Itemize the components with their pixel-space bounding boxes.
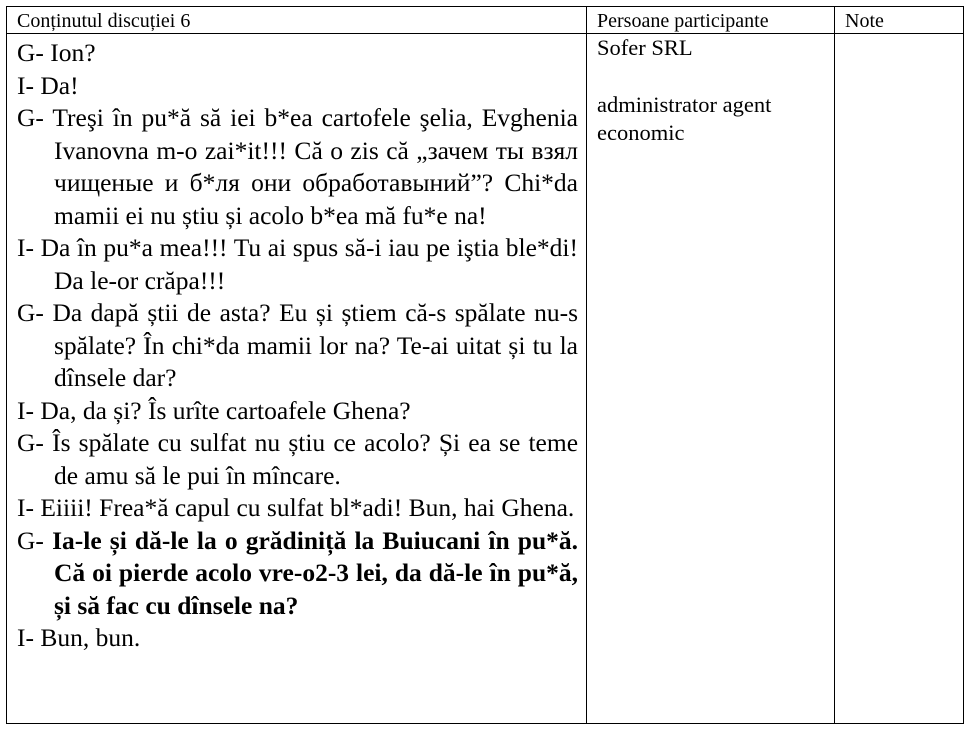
dialogue-text: Bun, bun. [40,623,141,652]
dialogue-line [17,395,578,428]
notes-cell [835,34,964,724]
dialogue-text: Da! [40,70,79,100]
speaker-label: G- [17,525,44,555]
header-participants: Persoane participante [587,7,835,34]
dialogue-text: Ia-le și dă-le la o grădiniță la Buiucani în pu*ă. Că oi pierde acolo vre-o2-3 lei, da dă-le în pu*ă, și să fac cu dînsele na? [52,525,578,620]
dialogue-line [17,622,578,655]
dialogue-text: Treşi în pu*ă să iei b*ea cartofele şelia, Evghenia Ivanovna m-o zai*it!!! Că o zis că „зачем ты взял чищеные и б*ля они обработавыний”? Chi*da mamii ei nu știu și acolo b*ea mă fu*e na! [52,103,578,230]
dialogue-text: Da dapă știi de asta? Eu și știem că-s spălate nu-s spălate? În chi*da mamii lor na? Te-ai uitat și tu la dînsele dar? [52,298,578,392]
speaker-label: I- [17,70,34,100]
dialogue-cell [7,34,587,724]
speaker-label: I- [17,233,34,262]
dialogue-line [17,492,578,525]
dialogue-line [17,70,578,103]
participant-spacer [597,63,828,91]
table-row [7,34,964,724]
speaker-label: G- [17,298,44,327]
participant-entry: administrator agent economic [597,91,772,145]
speaker-label: I- [17,395,34,425]
dialogue-line-emphasized [17,525,578,623]
discussion-table [6,6,964,724]
speaker-label: I- [17,493,34,522]
dialogue-text: Da în pu*a mea!!! Tu ai spus să-i iau pe iştia ble*di! Da le-or crăpa!!! [40,233,578,295]
dialogue-line [17,232,578,297]
table-header-row [7,7,964,34]
speaker-label: G- [17,103,44,132]
header-notes: Note [835,7,964,34]
dialogue-text: Eiiii! Frea*ă capul cu sulfat bl*adi! Bun, hai Ghena. [40,493,575,522]
speaker-label: G- [17,428,44,457]
dialogue-text: Da, da și? Îs urîte cartoafele Ghena? [40,395,411,425]
dialogue-line [17,297,578,395]
header-content: Conținutul discuției 6 [7,7,587,34]
dialogue-line [17,37,578,70]
dialogue-text: Ion? [50,38,96,67]
participants-cell [587,34,835,724]
speaker-label: G- [17,38,44,67]
dialogue-line [17,102,578,232]
speaker-label: I- [17,623,34,652]
dialogue-line [17,427,578,492]
participant-entry: Sofer SRL [597,35,693,60]
dialogue-text: Îs spălate cu sulfat nu știu ce acolo? Și ea se teme de amu să le pui în mîncare. [52,428,579,490]
